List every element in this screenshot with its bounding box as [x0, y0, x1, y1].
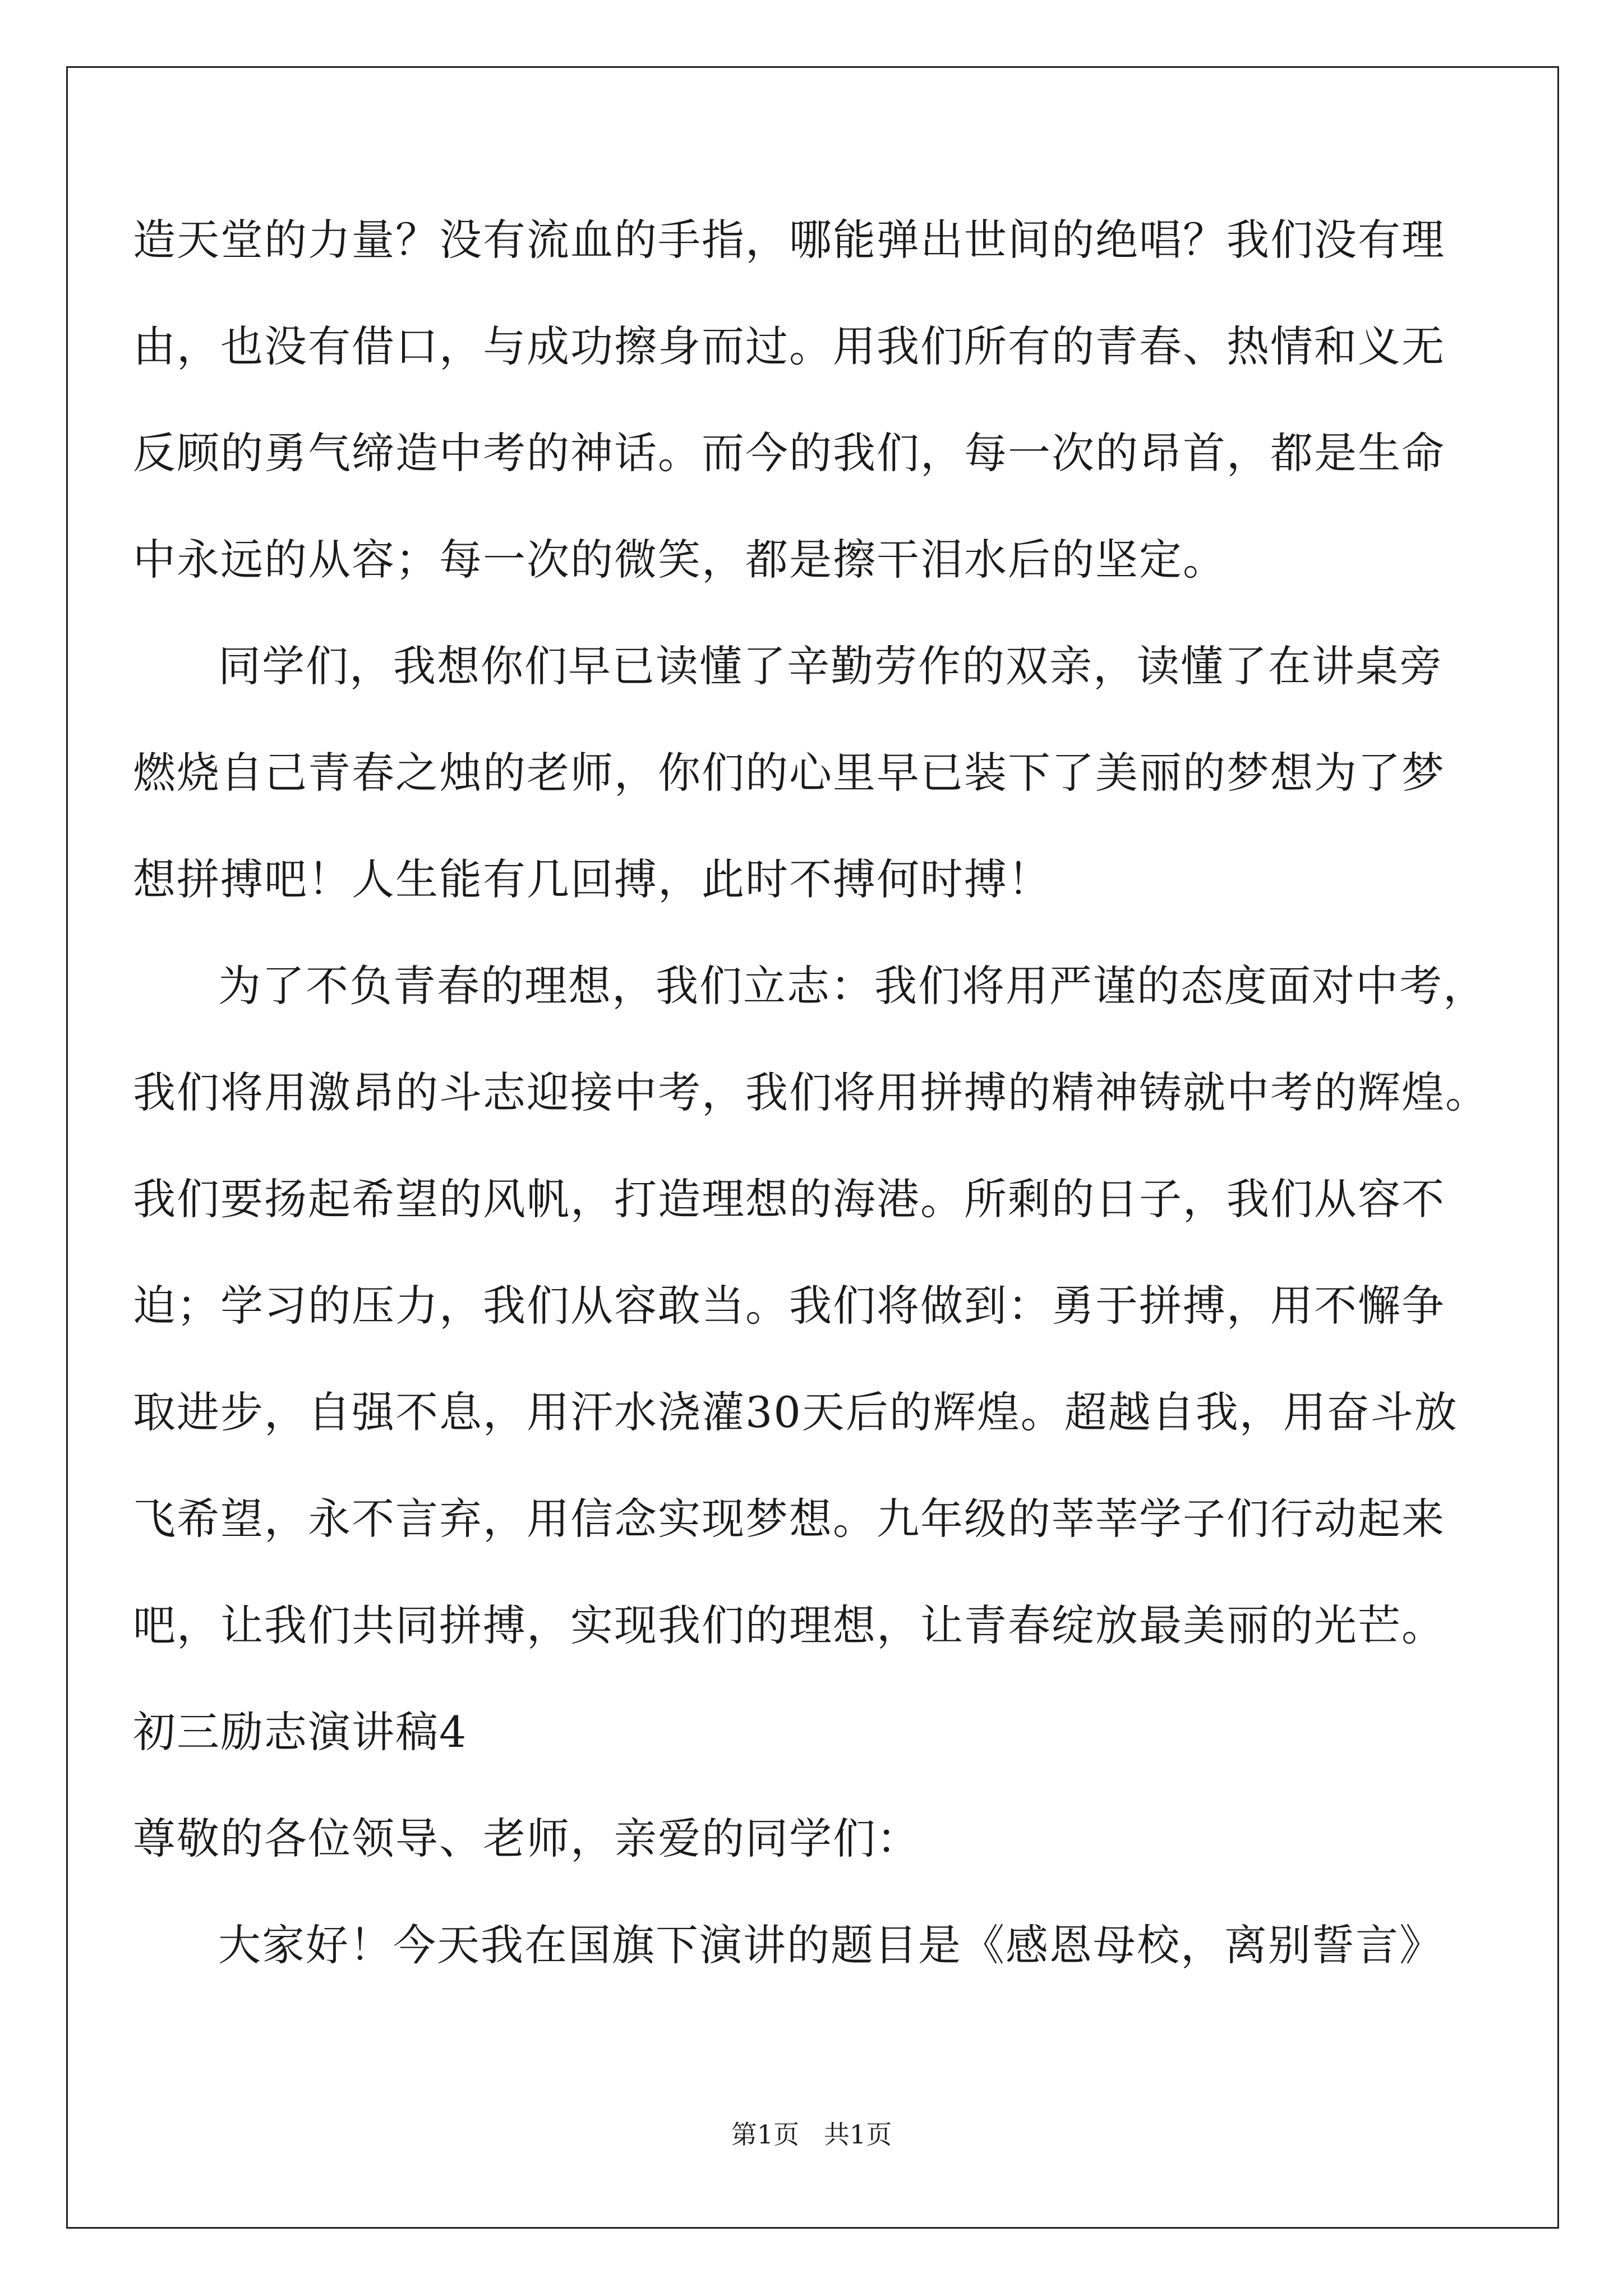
text-line: 取进步，自强不息，用汗水浇灌30天后的辉煌。超越自我，用奋斗放: [133, 1387, 1458, 1437]
text-line: 迫；学习的压力，我们从容敢当。我们将做到：勇于拼搏，用不懈争: [133, 1281, 1445, 1331]
text-line: 中永远的从容；每一次的微笑，都是擦干泪水后的坚定。: [133, 535, 1227, 585]
text-line: 飞希望，永不言弃，用信念实现梦想。九年级的莘莘学子们行动起来: [133, 1494, 1445, 1544]
text-line: 燃烧自己青春之烛的老师，你们的心里早已装下了美丽的梦想为了梦: [133, 748, 1445, 798]
paragraph-first-line: 同学们，我想你们早已读懂了辛勤劳作的双亲，读懂了在讲桌旁: [218, 641, 1443, 691]
salutation: 尊敬的各位领导、老师，亲爱的同学们：: [133, 1814, 920, 1864]
page-border: [66, 66, 1559, 2229]
text-line: 吧，让我们共同拼搏，实现我们的理想，让青春绽放最美丽的光芒。: [133, 1600, 1445, 1650]
section-heading: 初三励志演讲稿4: [133, 1707, 468, 1757]
text-line: 造天堂的力量？没有流血的手指，哪能弹出世间的绝唱？我们没有理: [133, 215, 1445, 265]
text-line: 由，也没有借口，与成功擦身而过。用我们所有的青春、热情和义无: [133, 321, 1445, 371]
text-line: 我们要扬起希望的风帆，打造理想的海港。所剩的日子，我们从容不: [133, 1174, 1445, 1224]
page-number-footer: 第1页 共1页: [731, 2119, 892, 2150]
text-line: 想拼搏吧！人生能有几回搏，此时不搏何时搏！: [133, 854, 1052, 904]
text-line: 我们将用激昂的斗志迎接中考，我们将用拼搏的精神铸就中考的辉煌。: [133, 1068, 1489, 1117]
text-line: 反顾的勇气缔造中考的神话。而今的我们，每一次的昂首，都是生命: [133, 428, 1445, 478]
paragraph-first-line: 大家好！今天我在国旗下演讲的题目是《感恩母校，离别誓言》: [218, 1920, 1443, 1970]
paragraph-first-line: 为了不负青春的理想，我们立志：我们将用严谨的态度面对中考，: [218, 961, 1487, 1011]
